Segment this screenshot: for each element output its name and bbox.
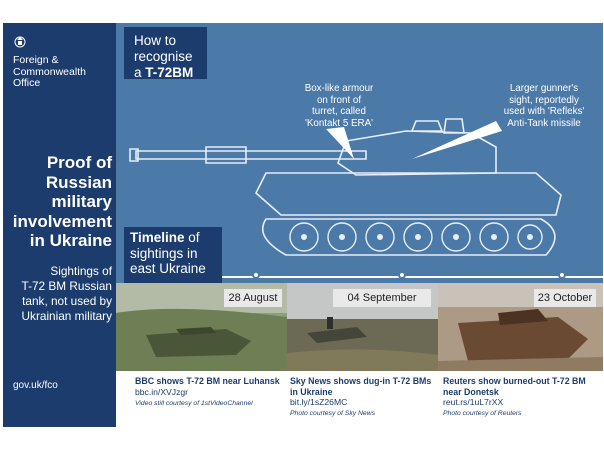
timeline-heading: [124, 227, 222, 283]
tank-blueprint: [116, 23, 603, 283]
org-line: Office: [13, 77, 41, 89]
armour-callout: [294, 83, 384, 129]
sidebar: [3, 23, 116, 427]
timeline-of: of: [184, 230, 200, 245]
callout-line: Anti-Tank missile: [507, 117, 581, 129]
website-link[interactable]: gov.uk/fco: [13, 380, 58, 391]
howto-line: [134, 65, 207, 81]
timeline-line: east Ukraine: [130, 261, 206, 276]
caption-title: Sky News shows dug-in T-72 BMs in Ukraine: [290, 376, 432, 397]
summary-line: Ukrainian military: [21, 309, 112, 323]
timeline-dot: [558, 271, 566, 279]
timeline-axis: [222, 276, 603, 278]
timeline-dot: [398, 271, 406, 279]
caption-link[interactable]: reut.rs/1uL7rXX: [443, 397, 504, 407]
sighting-caption-1: [135, 376, 285, 409]
sighting-photo-1: [116, 283, 287, 371]
org-line: Foreign &: [13, 54, 59, 66]
caption-title: Reuters show burned-out T-72 BM near Donetsk: [443, 376, 586, 397]
caption-credit: Video still courtesy of 1stVideoChannel: [135, 399, 253, 407]
sighting-caption-3: [443, 376, 593, 419]
sighting-date: 04 September: [333, 289, 431, 307]
sighting-date: 28 August: [224, 289, 282, 307]
callout-line: sight, reportedly: [509, 94, 579, 106]
headline-line: Russian: [45, 172, 112, 192]
callout-line: used with 'Refleks': [503, 106, 585, 117]
callout-line: 'Kontakt 5 ERA': [305, 117, 373, 129]
sighting-date: 23 October: [534, 289, 596, 307]
callout-line: Larger gunner's: [509, 83, 579, 94]
sightings-summary: [7, 264, 112, 324]
callout-line: on front of: [316, 94, 362, 106]
organisation-name: [13, 55, 86, 90]
headline: [11, 153, 112, 251]
caption-link[interactable]: bit.ly/1sZ26MC: [290, 397, 348, 407]
howto-prefix: a: [134, 65, 146, 80]
headline-line: Proof of: [46, 153, 112, 172]
caption-credit: Photo courtesy of Reuters: [443, 410, 522, 417]
howto-line: recognise: [134, 49, 193, 64]
timeline-line: sightings in: [130, 245, 198, 261]
timeline-dot: [252, 271, 260, 279]
timeline-word: Timeline: [130, 230, 185, 245]
sighting-caption-2: [290, 376, 438, 419]
caption-link[interactable]: bbc.in/XVJzgr: [135, 386, 189, 397]
royal-crest-icon: [13, 35, 27, 49]
callout-line: Box-like armour: [304, 83, 374, 94]
headline-line: military: [51, 192, 112, 211]
summary-line: T-72 BM Russian: [21, 279, 112, 293]
how-to-recognise-box: [124, 27, 207, 79]
infographic: [3, 23, 603, 427]
tank-model-name: T-72BM: [145, 65, 194, 80]
callout-line: turret, called: [312, 106, 366, 117]
howto-line: How to: [134, 33, 177, 48]
caption-title: BBC shows T-72 BM near Luhansk: [135, 376, 280, 386]
org-line: Commonwealth: [13, 65, 86, 78]
headline-line: in Ukraine: [29, 231, 112, 250]
sight-callout: [494, 83, 594, 129]
caption-credit: Photo courtesy of Sky News: [290, 410, 375, 417]
timeline-line: [130, 230, 222, 246]
sighting-photo-3: [438, 283, 603, 371]
summary-line: Sightings of: [50, 264, 112, 278]
headline-line: involvement: [12, 211, 112, 231]
summary-line: tank, not used by: [22, 294, 112, 308]
sighting-photo-2: [287, 283, 438, 371]
